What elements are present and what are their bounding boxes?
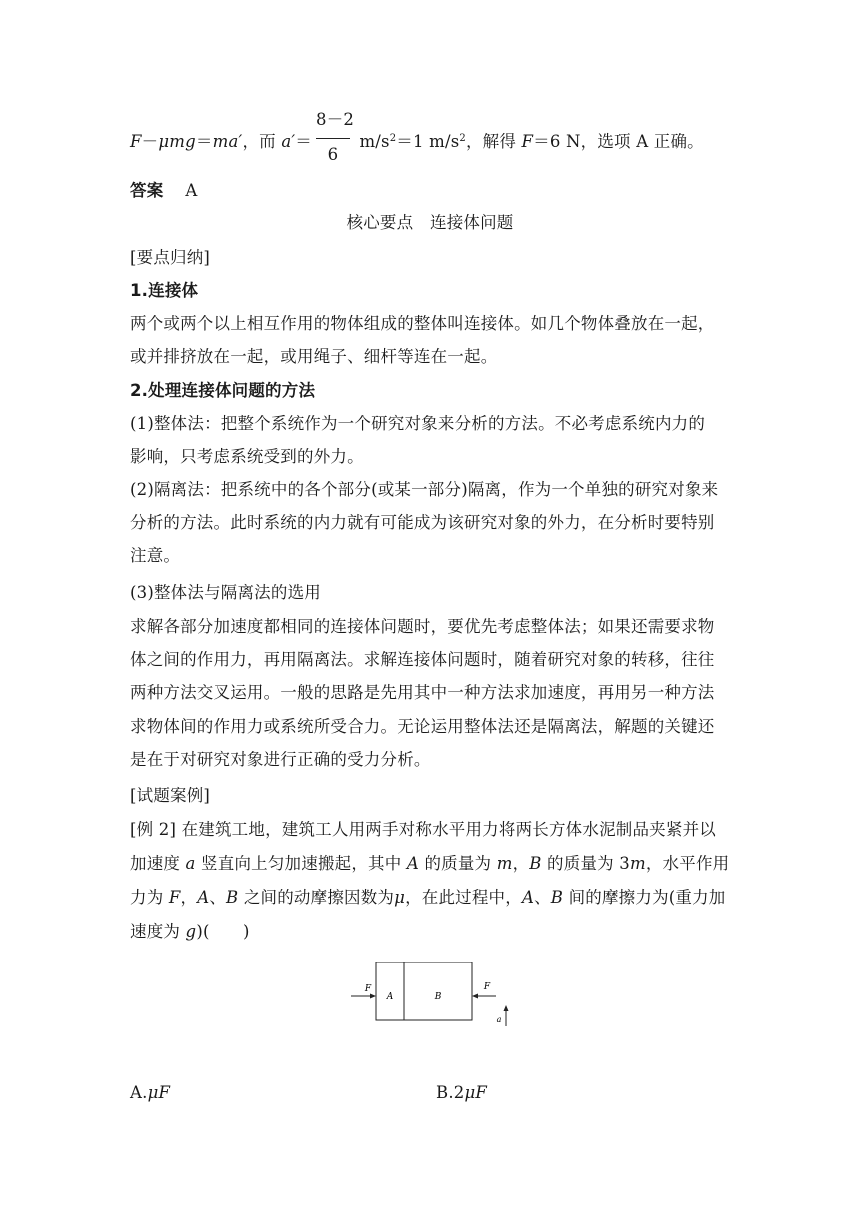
paragraph-line: 是在于对研究对象进行正确的受力分析。 <box>130 750 431 769</box>
arrowhead-icon <box>472 994 478 999</box>
option-B <box>436 1082 736 1104</box>
example-label: [例 2] <box>130 820 177 839</box>
force-diagram <box>346 962 518 1032</box>
text: m/s <box>354 132 390 151</box>
option-value: μF <box>464 1083 488 1102</box>
text: ＝6 N，选项 A 正确。 <box>533 132 704 151</box>
paragraph-line: 求解各部分加速度都相同的连接体问题时，要优先考虑整体法；如果还需要求物 <box>130 617 715 636</box>
block-A <box>376 962 404 1020</box>
var-A: A <box>197 888 210 907</box>
option-prefix: A. <box>130 1083 148 1102</box>
heading-connected-body: 1.连接体 <box>130 281 199 300</box>
text: 的质量为 <box>419 854 497 873</box>
paragraph-line: (2)隔离法：把系统中的各个部分(或某一部分)隔离，作为一个单独的研究对象来 <box>130 480 719 499</box>
paragraph-line: 分析的方法。此时系统的内力就有可能成为该研究对象的外力，在分析时要特别 <box>130 513 715 532</box>
text: ，解得 <box>465 132 522 151</box>
label-B: B <box>434 992 442 1002</box>
var-B: B <box>550 888 564 907</box>
var-A: A <box>406 854 420 873</box>
text: ， <box>512 854 530 873</box>
text: 速度为 <box>130 922 186 941</box>
text: 、 <box>209 888 227 907</box>
paragraph-line: 影响，只考虑系统受到的外力。 <box>130 447 364 466</box>
paragraph-line: 体之间的作用力，再用隔离法。求解连接体问题时，随着研究对象的转移，往往 <box>130 650 715 669</box>
label-a: a <box>496 1015 502 1024</box>
text: 、 <box>534 888 551 907</box>
label-A: A <box>386 992 394 1002</box>
text: )( ) <box>196 922 250 941</box>
answer-value: A <box>185 181 198 200</box>
example-line-4 <box>130 921 740 943</box>
paragraph-line: 或并排挤放在一起，或用绳子、细杆等连在一起。 <box>130 347 498 366</box>
paragraph-line: 注意。 <box>130 546 181 565</box>
paragraph-line: 两个或两个以上相互作用的物体组成的整体叫连接体。如几个物体叠放在一起， <box>130 314 715 333</box>
arrowhead-icon <box>504 1005 509 1011</box>
arrowhead-icon <box>370 994 376 999</box>
formula-line <box>130 110 740 164</box>
block-B <box>404 962 472 1020</box>
text: 竖直向上匀加速搬起，其中 <box>195 854 407 873</box>
text: ，而 <box>242 132 282 151</box>
label-F-right: F <box>483 982 491 992</box>
var-a: a <box>185 854 196 873</box>
var-B: B <box>529 854 542 873</box>
answer-line <box>130 180 740 202</box>
superscript: 2 <box>459 133 466 144</box>
var-mu: μ <box>394 888 406 907</box>
var-B: B <box>226 888 239 907</box>
paragraph-line: (1)整体法：把整个系统作为一个研究对象来分析的方法。不必考虑系统内力的 <box>130 414 706 433</box>
text: ＝1 m/s <box>396 132 460 151</box>
paragraph-line: (3)整体法与隔离法的选用 <box>130 583 321 602</box>
option-value: μF <box>147 1083 171 1102</box>
fraction-numerator: 8－2 <box>316 110 355 129</box>
heading-method: 2.处理连接体问题的方法 <box>130 381 316 400</box>
example-line-1 <box>130 819 740 841</box>
text: ，水平作用 <box>645 854 730 873</box>
var-mu-mg: μmg <box>158 132 196 151</box>
text: ，在此过程中， <box>405 888 522 907</box>
example-line-2 <box>130 853 740 875</box>
label-F-left: F <box>364 984 372 994</box>
var-a-prime: a′ <box>281 132 296 151</box>
var-F: F <box>168 888 181 907</box>
fraction-bar <box>316 138 350 139</box>
text: 力为 <box>130 888 169 907</box>
text: － <box>141 132 159 151</box>
summary-heading: [要点归纳] <box>130 248 211 267</box>
example-line-3 <box>130 887 740 909</box>
var-m: m <box>630 854 646 873</box>
text: ， <box>180 888 198 907</box>
var-F: F <box>130 132 142 151</box>
fraction-denominator: 6 <box>327 145 339 164</box>
paragraph-line: 两种方法交叉运用。一般的思路是先用其中一种方法求加速度，再用另一种方法 <box>130 683 715 702</box>
text: 之间的动摩擦因数为 <box>238 888 395 907</box>
text: ＝ <box>195 132 213 151</box>
text: 间的摩擦力为(重力加 <box>563 888 726 907</box>
var-A: A <box>521 888 535 907</box>
var-F: F <box>521 132 534 151</box>
var-g: g <box>185 922 197 941</box>
section-title: 核心要点 连接体问题 <box>346 213 514 232</box>
text: 加速度 <box>130 854 186 873</box>
superscript: 2 <box>389 133 397 144</box>
fraction <box>316 110 355 164</box>
text: 的质量为 3 <box>541 854 630 873</box>
example-heading: [试题案例] <box>130 786 211 805</box>
text: 在建筑工地，建筑工人用两手对称水平用力将两长方体水泥制品夹紧并以 <box>176 820 716 839</box>
text: ＝ <box>295 132 312 151</box>
var-ma: ma′ <box>212 132 243 151</box>
option-prefix: B.2 <box>436 1083 465 1102</box>
answer-label: 答案 <box>130 181 164 200</box>
var-m: m <box>496 854 513 873</box>
paragraph-line: 求物体间的作用力或系统所受合力。无论运用整体法还是隔离法，解题的关键还 <box>130 717 715 736</box>
